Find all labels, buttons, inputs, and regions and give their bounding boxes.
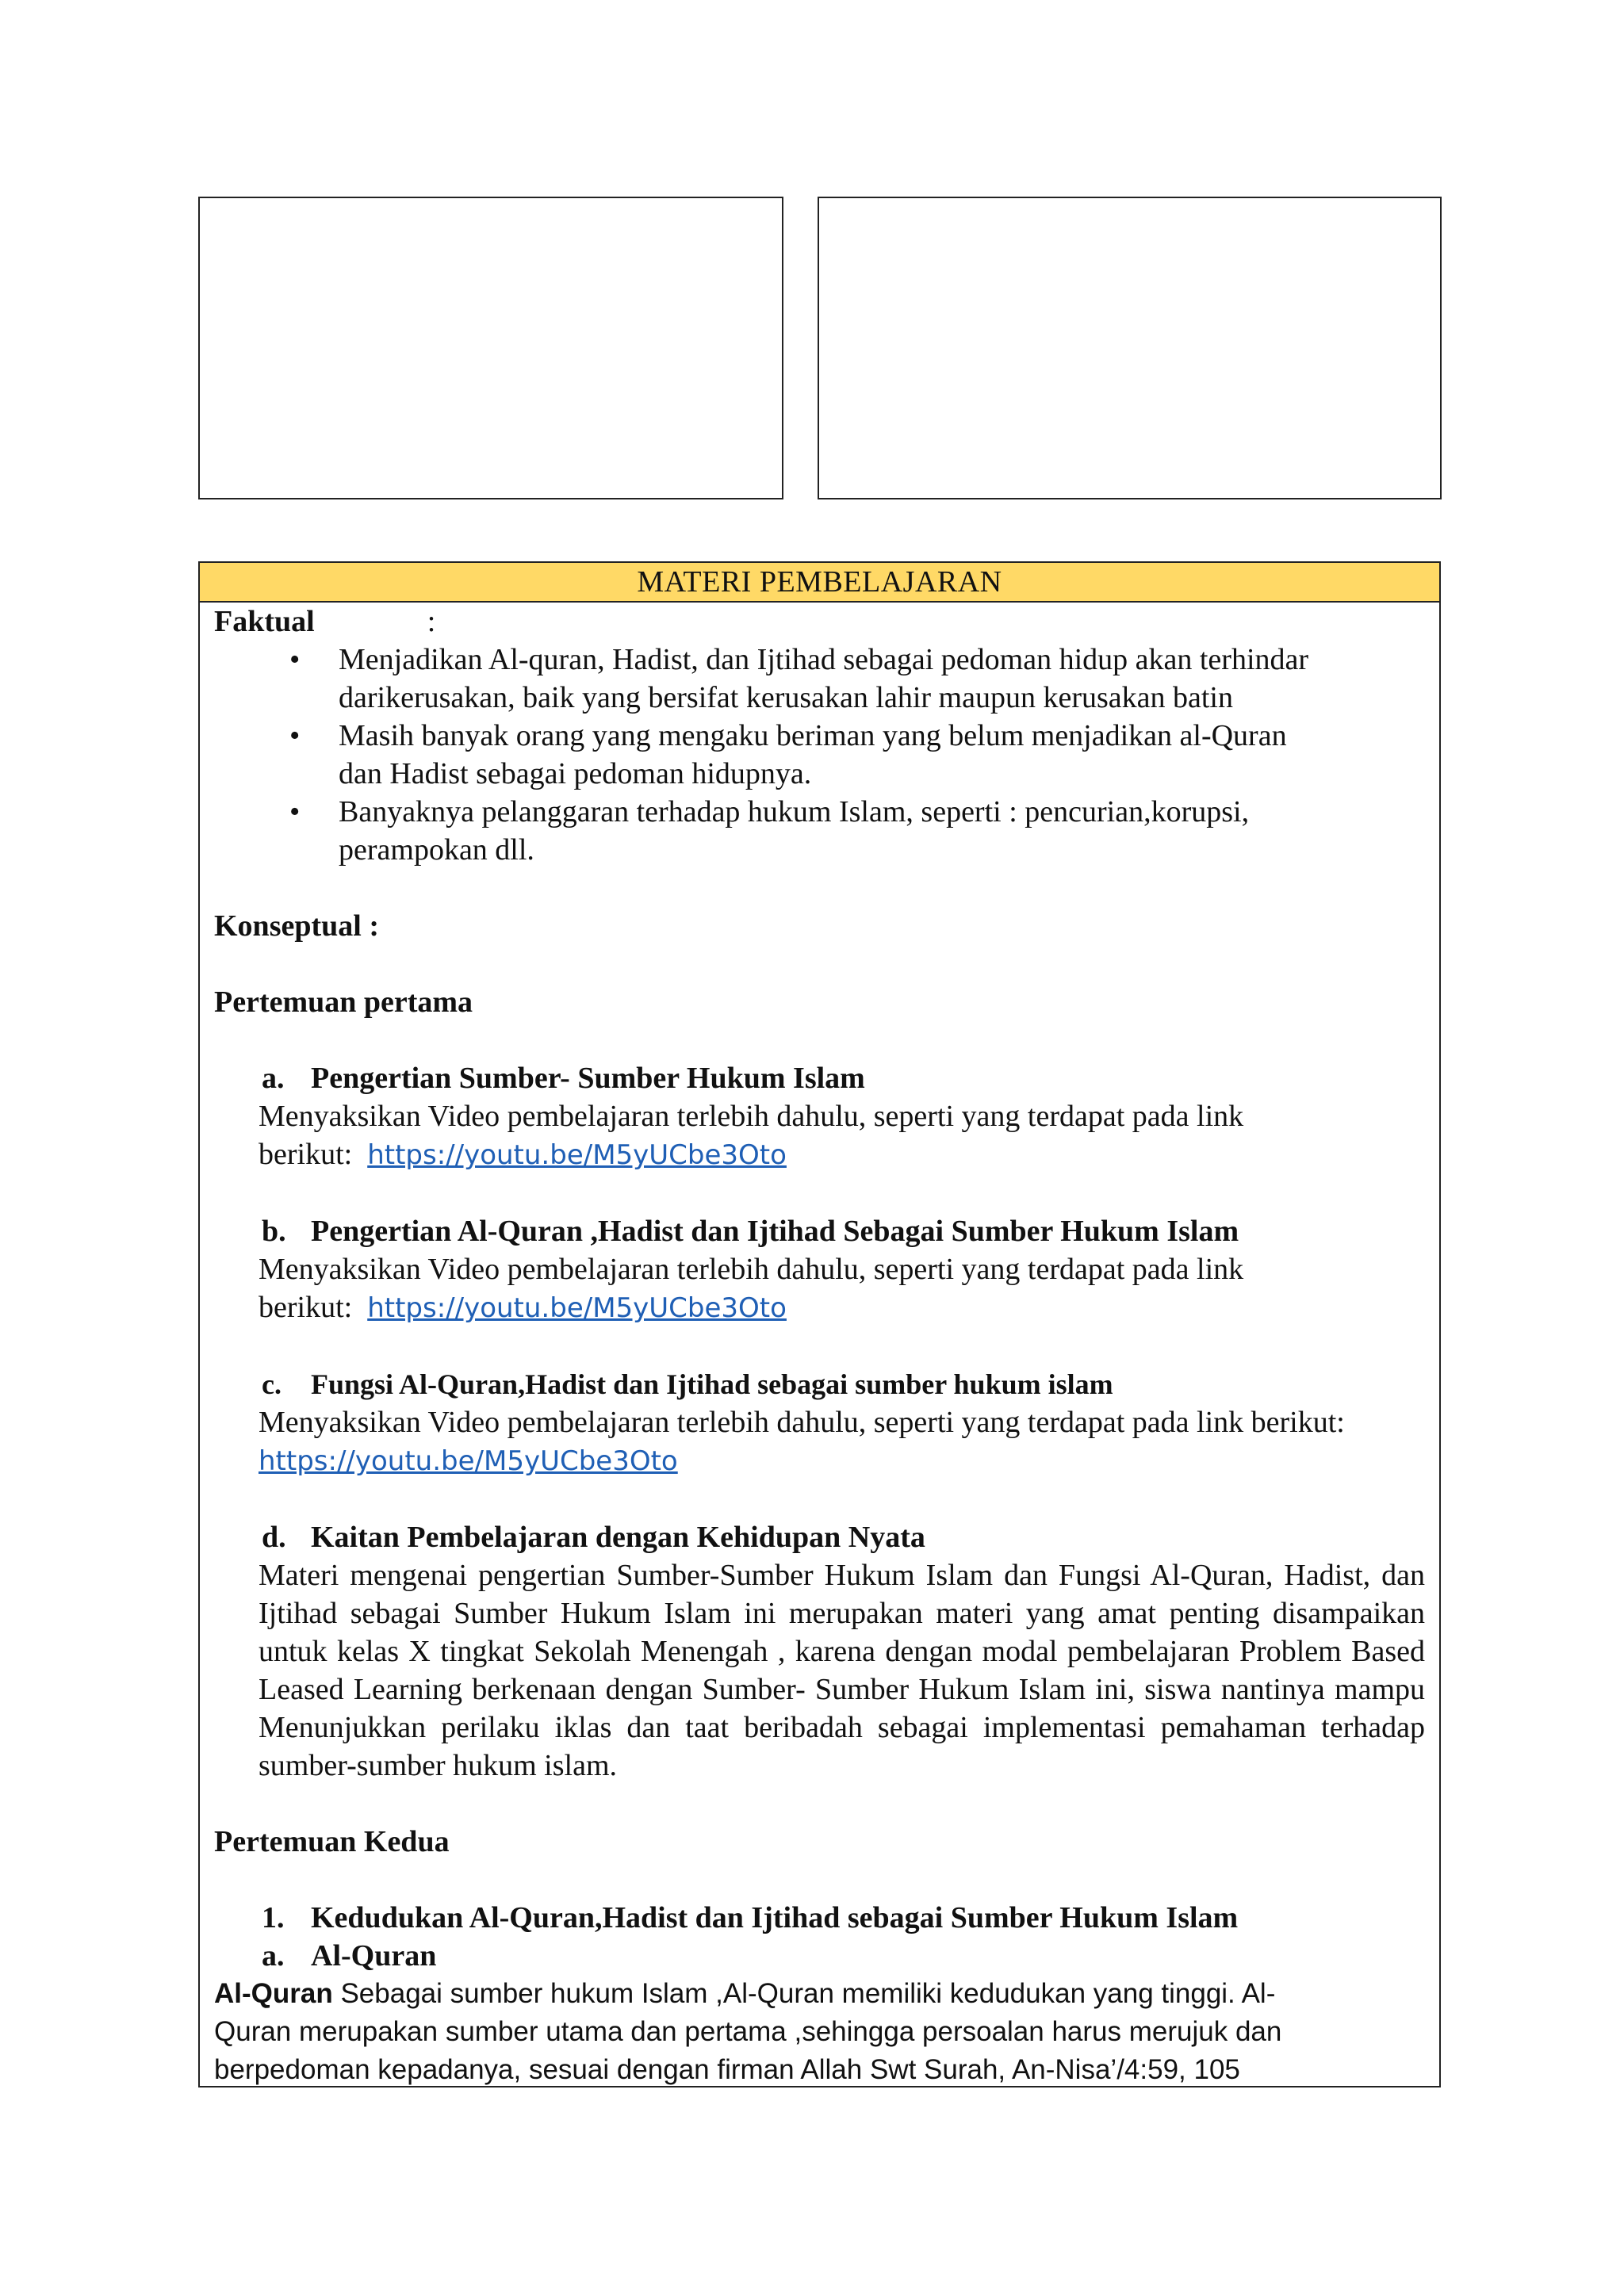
materi-content — [200, 603, 1439, 2089]
faktual-label: Faktual — [214, 605, 315, 638]
list-item: • Banyaknya pelanggaran terhadap hukum Islam, seperti : pencurian,korupsi, perampokan dll. — [289, 793, 1425, 869]
item-c-heading: c. Fungsi Al-Quran,Hadist dan Ijtihad sebagai sumber hukum islam — [262, 1368, 1113, 1400]
materi-header: MATERI PEMBELAJARAN — [200, 563, 1439, 603]
item-b-text: Menyaksikan Video pembelajaran terlebih dahulu, seperti yang terdapat pada link — [259, 1253, 1244, 1286]
top-right-box — [818, 197, 1442, 499]
item-d-paragraph: Materi mengenai pengertian Sumber-Sumber Hukum Islam dan Fungsi Al-Quran, Hadist, dan Ijtihad sebagai Sumber Hukum Islam ini merupakan materi yang amat penting disampaikan untuk kelas X tingkat Sekolah Menengah , karena dengan modal pembelajaran Problem Based Leased Learning berkenaan dengan Sumber- Sumber Hukum Islam ini, siswa nantinya mampu Menunjukkan perilaku iklas dan taat beribadah sebagai implementasi pemahaman terhadap sumber-sumber hukum islam. — [259, 1559, 1425, 1782]
materi-table — [198, 561, 1441, 2087]
item-b-heading: b. Pengertian Al-Quran ,Hadist dan Ijtihad Sebagai Sumber Hukum Islam — [262, 1215, 1239, 1248]
video-link[interactable]: https://youtu.be/M5yUCbe3Oto — [367, 1292, 787, 1324]
list-item: • Masih banyak orang yang mengaku beriman yang belum menjadikan al-Quran dan Hadist sebagai pedoman hidupnya. — [289, 717, 1425, 793]
video-link[interactable]: https://youtu.be/M5yUCbe3Oto — [367, 1139, 787, 1171]
pertemuan-kedua-title: Pertemuan Kedua — [214, 1825, 450, 1858]
pertemuan-pertama-title: Pertemuan pertama — [214, 985, 473, 1019]
item-1-heading: 1. Kedudukan Al-Quran,Hadist dan Ijtihad sebagai Sumber Hukum Islam — [262, 1901, 1239, 1934]
item-c-text: Menyaksikan Video pembelajaran terlebih dahulu, seperti yang terdapat pada link berikut: — [259, 1406, 1345, 1439]
item-d-heading: d. Kaitan Pembelajaran dengan Kehidupan Nyata — [262, 1521, 925, 1554]
video-link[interactable]: https://youtu.be/M5yUCbe3Oto — [259, 1445, 678, 1477]
item-alquran-heading: a. Al-Quran — [262, 1939, 437, 1973]
item-a-heading: a. Pengertian Sumber- Sumber Hukum Islam — [262, 1062, 865, 1095]
top-left-box — [198, 197, 783, 499]
item-a-link-row: berikut: https://youtu.be/M5yUCbe3Oto — [259, 1138, 787, 1171]
faktual-row — [214, 603, 1425, 641]
alquran-paragraph: Al-Quran Sebagai sumber hukum Islam ,Al-Quran memiliki kedudukan yang tinggi. Al- Quran merupakan sumber utama dan pertama ,sehingga persoalan harus merujuk dan berpedoman kepadanya, sesuai dengan firman Allah Swt Surah, An-Nisa’/4:59, 105 — [214, 1978, 1282, 2085]
faktual-colon: : — [427, 605, 436, 638]
item-c-link-row — [214, 1441, 1425, 1480]
item-a-text: Menyaksikan Video pembelajaran terlebih dahulu, seperti yang terdapat pada link — [259, 1100, 1244, 1133]
item-b-link-row: berikut: https://youtu.be/M5yUCbe3Oto — [259, 1291, 787, 1324]
faktual-list — [214, 641, 1425, 869]
list-item: • Menjadikan Al-quran, Hadist, dan Ijtihad sebagai pedoman hidup akan terhindar darikerusakan, baik yang bersifat kerusakan lahir maupun kerusakan batin — [289, 641, 1425, 717]
konseptual-label: Konseptual : — [214, 909, 379, 943]
